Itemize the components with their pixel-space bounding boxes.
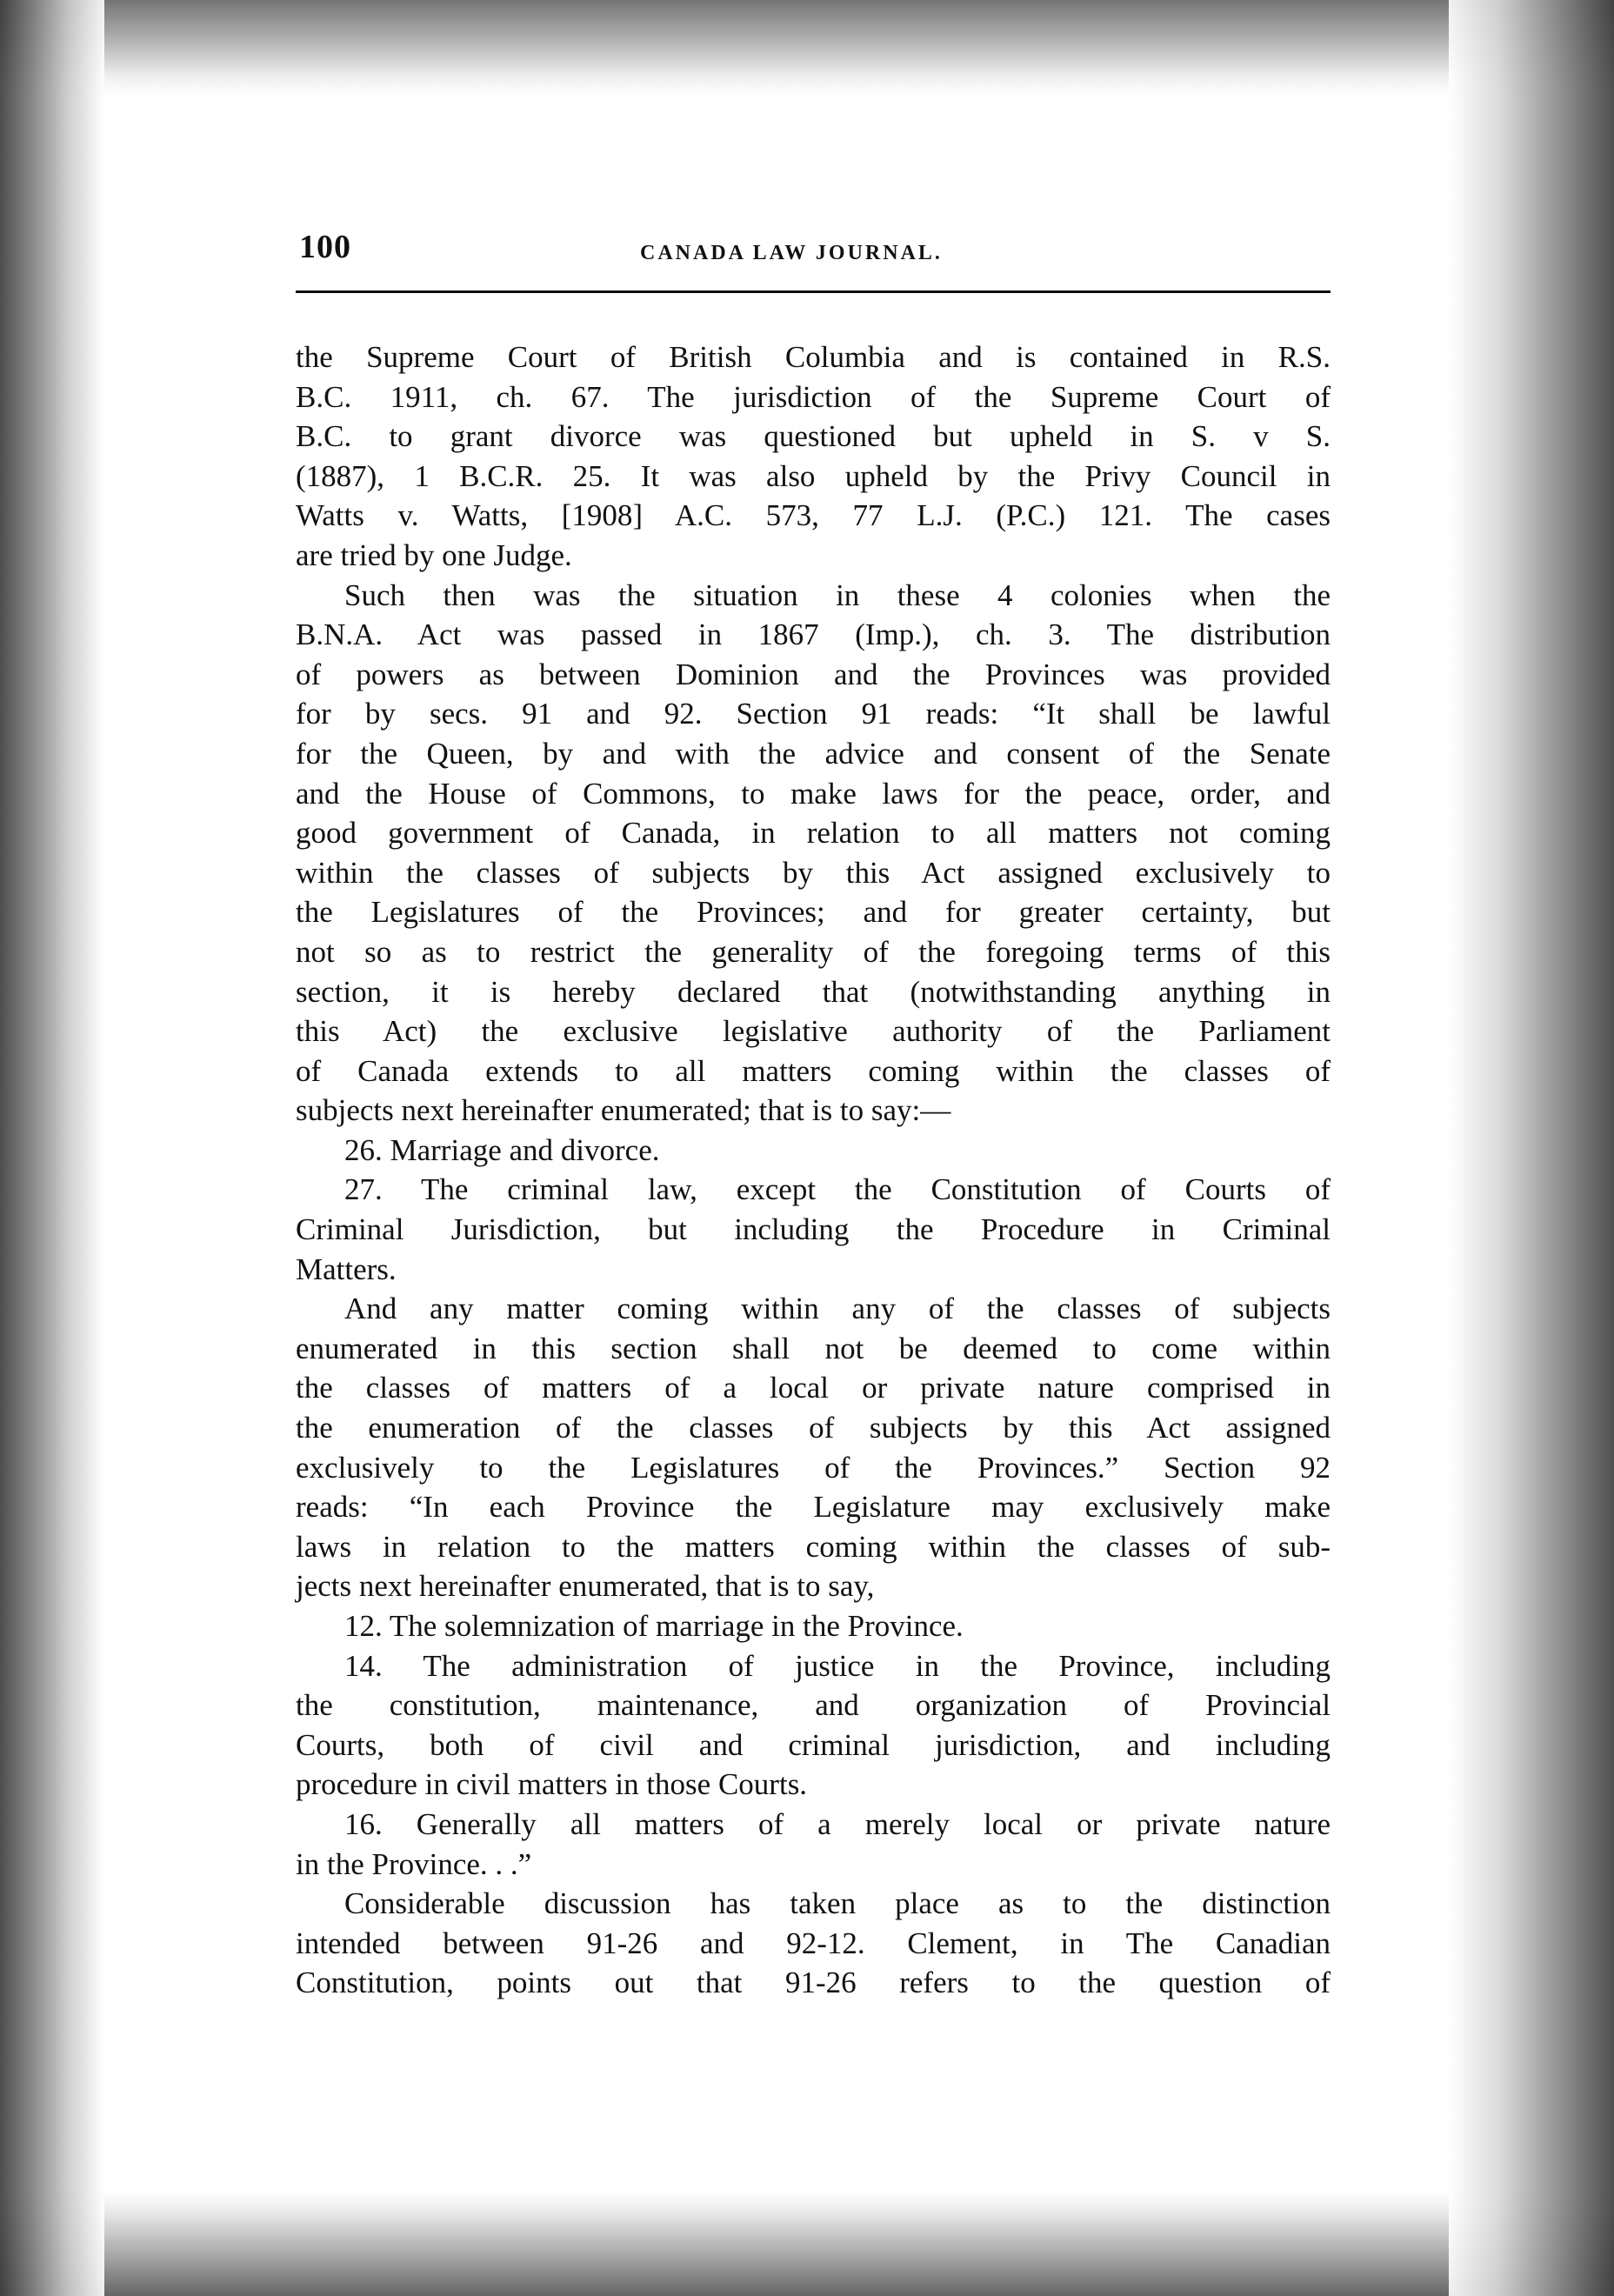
scan-shadow-right (1449, 0, 1614, 2296)
text-line: this Act) the exclusive legislative authority of the Parliament (296, 1014, 1331, 1049)
page-header (296, 224, 1331, 270)
text-line: 12. The solemnization of marriage in the Province. (344, 1609, 964, 1643)
text-line: Considerable discussion has taken place as to the distinction (344, 1886, 1331, 1921)
text-line: not so as to restrict the generality of the foregoing terms of this (296, 934, 1331, 969)
text-line: 27. The criminal law, except the Constitution of Courts of (344, 1172, 1331, 1207)
text-line: B.C. 1911, ch. 67. The jurisdiction of the Supreme Court of (296, 379, 1331, 414)
page-number: 100 (299, 229, 351, 265)
text-line: And any matter coming within any of the classes of subjects (344, 1292, 1331, 1326)
text-line: procedure in civil matters in those Courts. (296, 1767, 808, 1802)
text-line: the Supreme Court of British Columbia and is contained in R.S. (296, 340, 1331, 374)
text-line: for by secs. 91 and 92. Section 91 reads: “It shall be lawful (296, 697, 1331, 731)
text-line: section, it is hereby declared that (notwithstanding anything in (296, 974, 1331, 1009)
text-line: laws in relation to the matters coming within the classes of sub- (296, 1529, 1331, 1564)
text-line: Watts v. Watts, [1908] A.C. 573, 77 L.J. (P.C.) 121. The cases (296, 498, 1331, 533)
text-line: the classes of matters of a local or private nature comprised in (296, 1371, 1331, 1405)
text-line: Constitution, points out that 91-26 refers to the question of (296, 1966, 1331, 2000)
text-line: of Canada extends to all matters coming within the classes of (296, 1053, 1331, 1088)
text-line: exclusively to the Legislatures of the Provinces.” Section 92 (296, 1450, 1331, 1485)
text-line: for the Queen, by and with the advice and consent of the Senate (296, 736, 1331, 771)
scan-shadow-bottom (0, 2192, 1614, 2296)
text-line: are tried by one Judge. (296, 537, 572, 572)
scan-shadow-left (0, 0, 104, 2296)
text-line: jects next hereinafter enumerated, that is to say, (296, 1569, 875, 1604)
text-line: (1887), 1 B.C.R. 25. It was also upheld by the Privy Council in (296, 458, 1331, 493)
text-line: Courts, both of civil and criminal jurisdiction, and including (296, 1727, 1331, 1762)
journal-page (296, 224, 1331, 2000)
text-line: the enumeration of the classes of subjects by this Act assigned (296, 1411, 1331, 1445)
text-line: Such then was the situation in these 4 colonies when the (344, 577, 1331, 612)
text-line: Criminal Jurisdiction, but including the Procedure in Criminal (296, 1212, 1331, 1247)
text-line: in the Province. . .” (296, 1846, 532, 1881)
scan-shadow-top (0, 0, 1614, 96)
text-line: the Legislatures of the Provinces; and for greater certainty, but (296, 895, 1331, 930)
running-head: CANADA LAW JOURNAL. (640, 242, 943, 264)
text-line: B.N.A. Act was passed in 1867 (Imp.), ch. 3. The distribution (296, 617, 1331, 652)
body-text (296, 337, 1331, 2003)
text-line: good government of Canada, in relation to all matters not coming (296, 816, 1331, 851)
text-line: intended between 91-26 and 92-12. Clement, in The Canadian (296, 1926, 1331, 1960)
text-line: 26. Marriage and divorce. (344, 1132, 660, 1167)
text-line: and the House of Commons, to make laws for the peace, order, and (296, 776, 1331, 811)
text-line: of powers as between Dominion and the Provinces was provided (296, 657, 1331, 691)
text-line: Matters. (296, 1251, 397, 1286)
text-line: within the classes of subjects by this Act assigned exclusively to (296, 855, 1331, 890)
text-line: 16. Generally all matters of a merely local or private nature (344, 1806, 1331, 1841)
text-line: enumerated in this section shall not be deemed to come within (296, 1331, 1331, 1365)
text-line: reads: “In each Province the Legislature may exclusively make (296, 1490, 1331, 1525)
header-rule (296, 290, 1331, 293)
text-line: B.C. to grant divorce was questioned but upheld in S. v S. (296, 419, 1331, 454)
text-line: the constitution, maintenance, and organization of Provincial (296, 1688, 1331, 1723)
text-line: 14. The administration of justice in the Province, including (344, 1648, 1331, 1683)
text-line: subjects next hereinafter enumerated; that is to say:— (296, 1093, 951, 1128)
